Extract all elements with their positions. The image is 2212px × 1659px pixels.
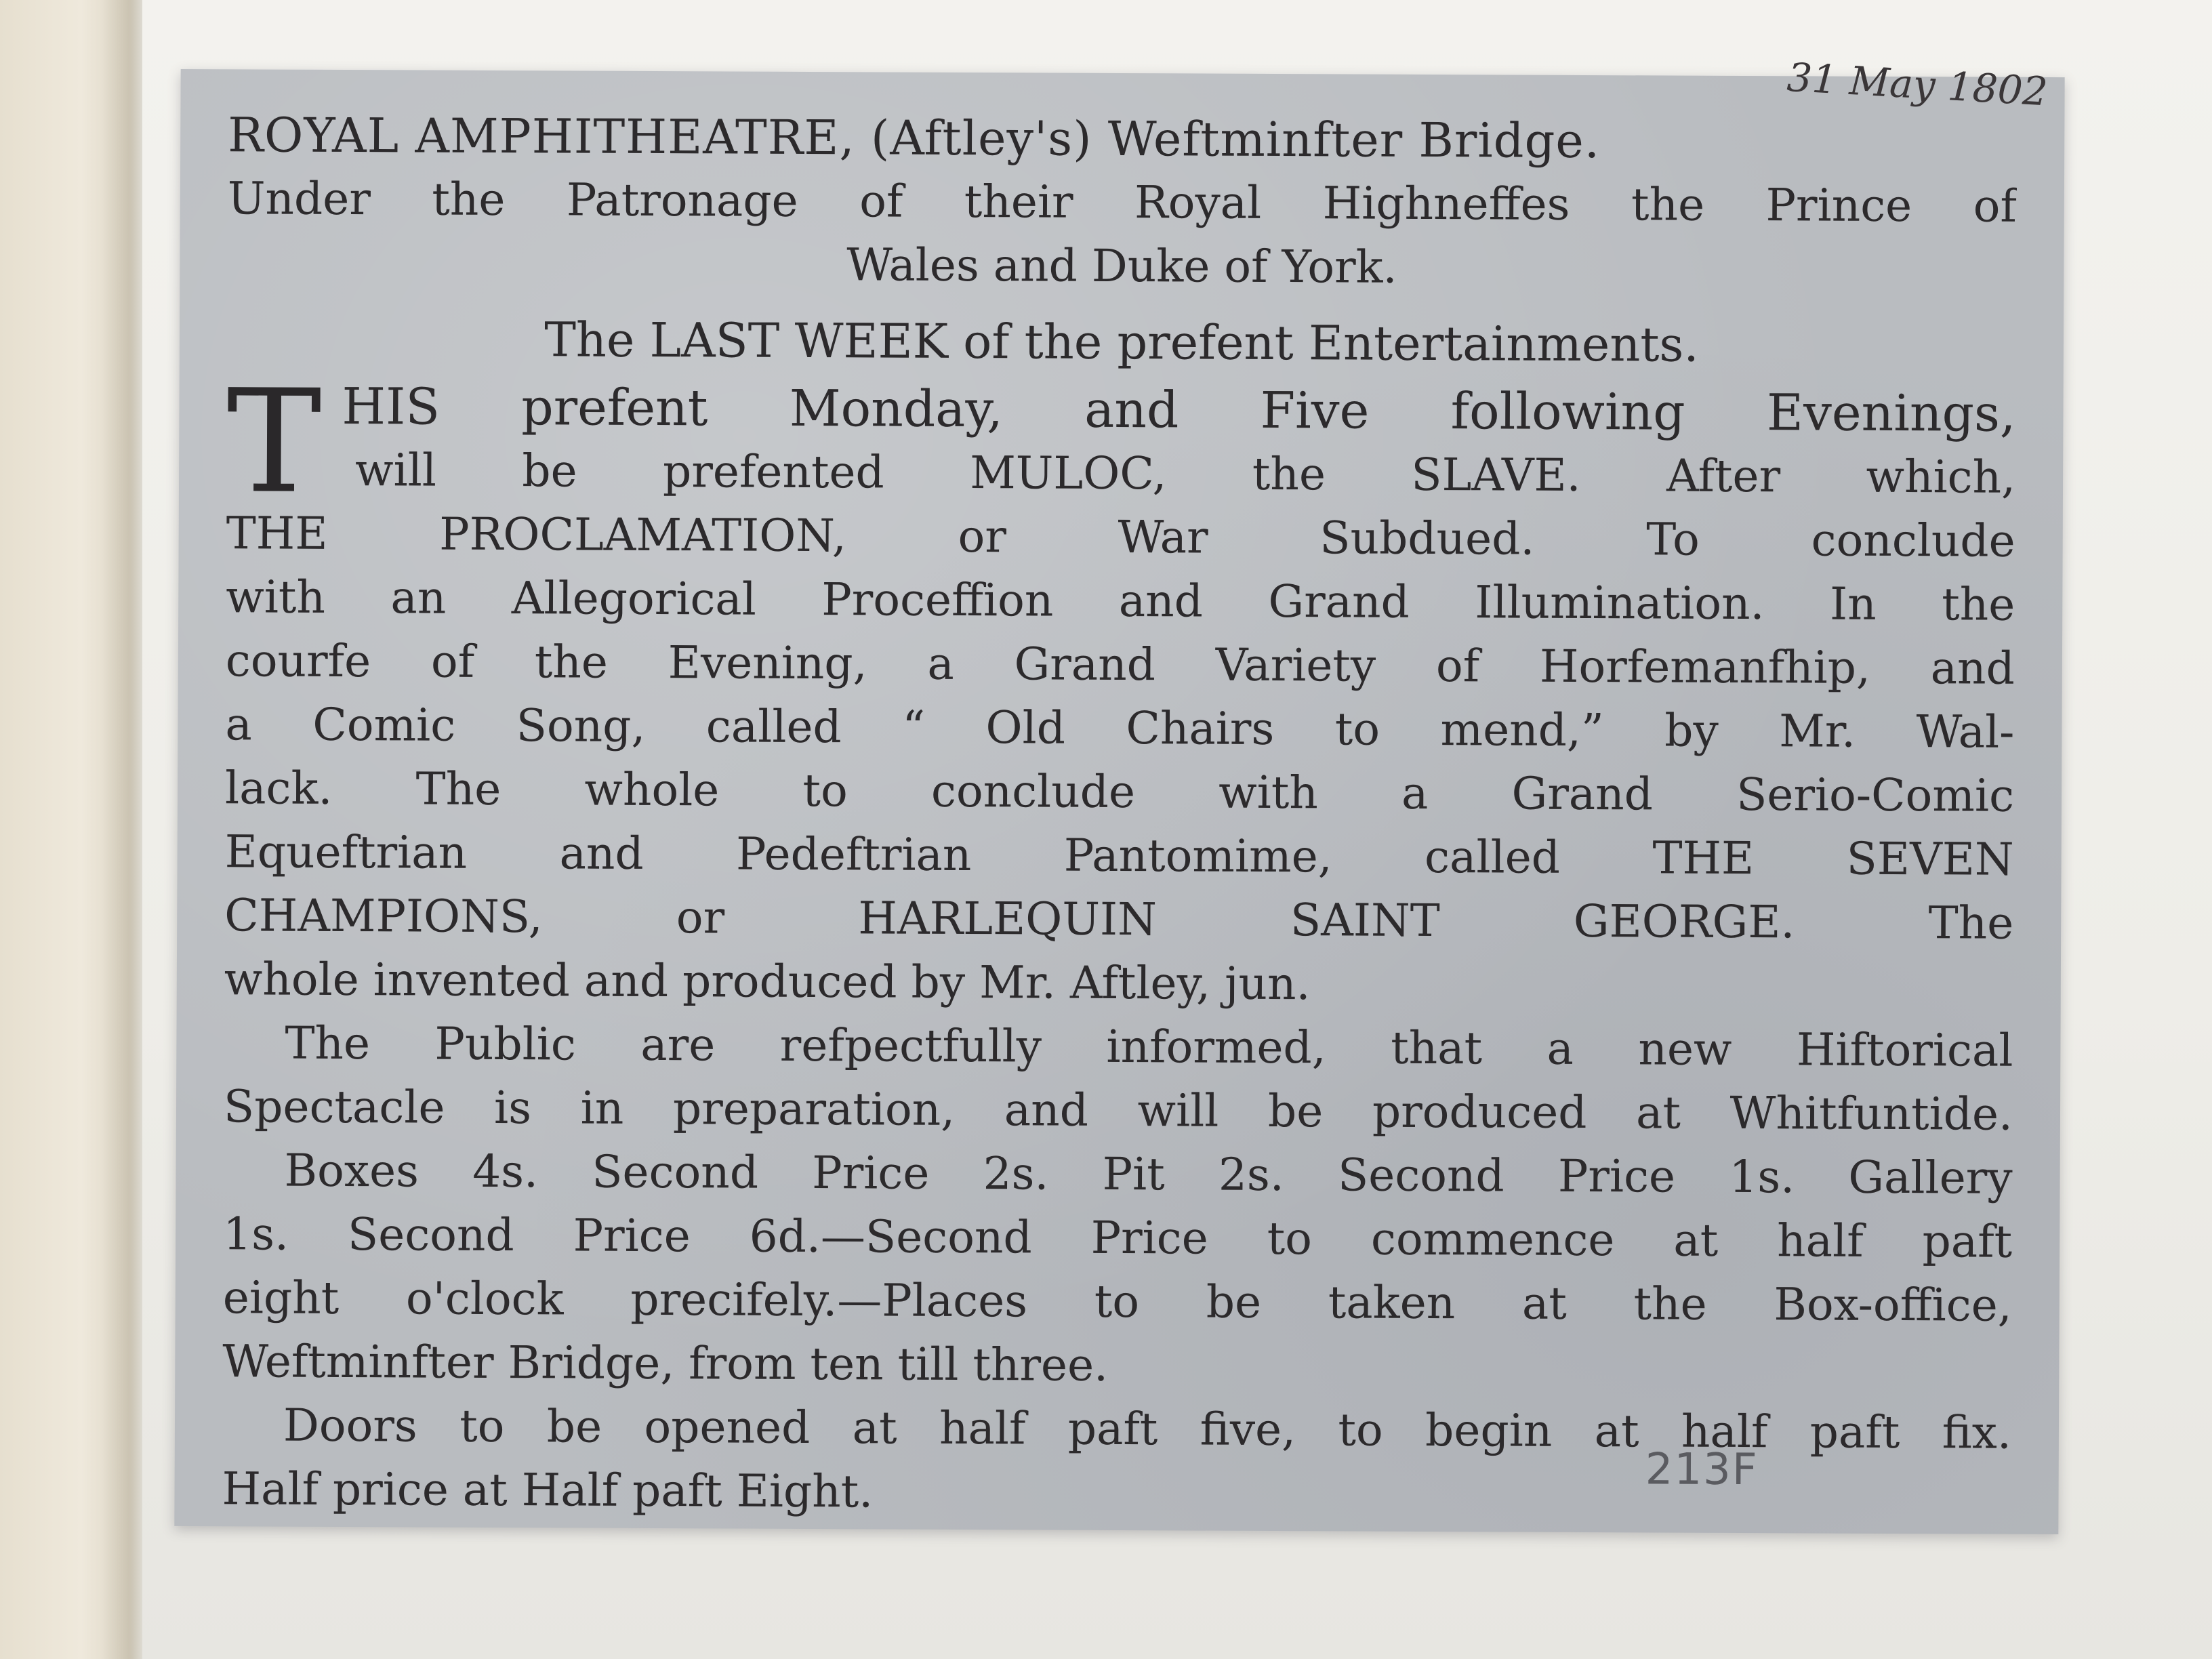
prices-line: eight o'clock precifely.—Places to be taken at the Box-office,: [222, 1271, 2012, 1332]
drop-cap: T: [226, 359, 322, 525]
venue-heading: ROYAL AMPHITHEATRE, (Aftley's) Weftminfter Bridge.: [228, 107, 1601, 169]
prices-line: 1s. Second Price 6d.—Second Price to commence at half paft: [223, 1208, 2013, 1268]
handwritten-date: 31 May 1802: [1786, 54, 2049, 115]
programme-paragraph: [224, 359, 2016, 1019]
advertisement-text: [222, 103, 2017, 1528]
programme-line: THE PROCLAMATION, or War Subdued. To conclude: [226, 507, 2015, 567]
programme-line: HIS prefent Monday, and Five following Evenings,: [342, 377, 2016, 443]
public-notice-line: The Public are refpectfully informed, that a new Hiftorical: [285, 1017, 2013, 1077]
doors-line: Doors to be opened at half paft five, to begin at half paft fix.: [283, 1399, 2012, 1459]
programme-line: a Comic Song, called “ Old Chairs to mend,” by Mr. Wal-: [225, 698, 2015, 758]
programme-line: with an Allegorical Proceffion and Grand Illumination. In the: [226, 571, 2015, 631]
public-notice-paragraph: [224, 1011, 2013, 1147]
patronage-line: Under the Patronage of their Royal Highneffes the Prince of: [227, 172, 2018, 232]
prices-paragraph: [222, 1139, 2013, 1401]
last-week-notice: The LAST WEEK of the prefent Entertainments.: [544, 312, 1699, 373]
doors-line: Half price at Half paft Eight.: [222, 1462, 874, 1518]
archive-mark: 213F: [1645, 1444, 1759, 1496]
programme-line: lack. The whole to conclude with a Grand Serio-Comic: [224, 762, 2015, 822]
patrons-line: Wales and Duke of York.: [846, 239, 1397, 293]
prices-line: Boxes 4s. Second Price 2s. Pit 2s. Second Price 1s. Gallery: [284, 1144, 2013, 1204]
programme-line: whole invented and produced by Mr. Aftley, jun.: [224, 953, 1311, 1010]
programme-line: Equeftrian and Pedeftrian Pantomime, called THE SEVEN: [224, 825, 2014, 886]
prices-line: Weftminfter Bridge, from ten till three.: [222, 1335, 1109, 1391]
programme-line: will be prefented MULOC, the SLAVE. After which,: [354, 444, 2016, 504]
programme-line: CHAMPIONS, or HARLEQUIN SAINT GEORGE. The: [224, 889, 2014, 949]
newspaper-clipping: [174, 54, 2064, 1534]
programme-line: courfe of the Evening, a Grand Variety of Horfemanfhip, and: [225, 634, 2015, 695]
public-notice-line: Spectacle is in preparation, and will be produced at Whitfuntide.: [223, 1080, 2013, 1141]
